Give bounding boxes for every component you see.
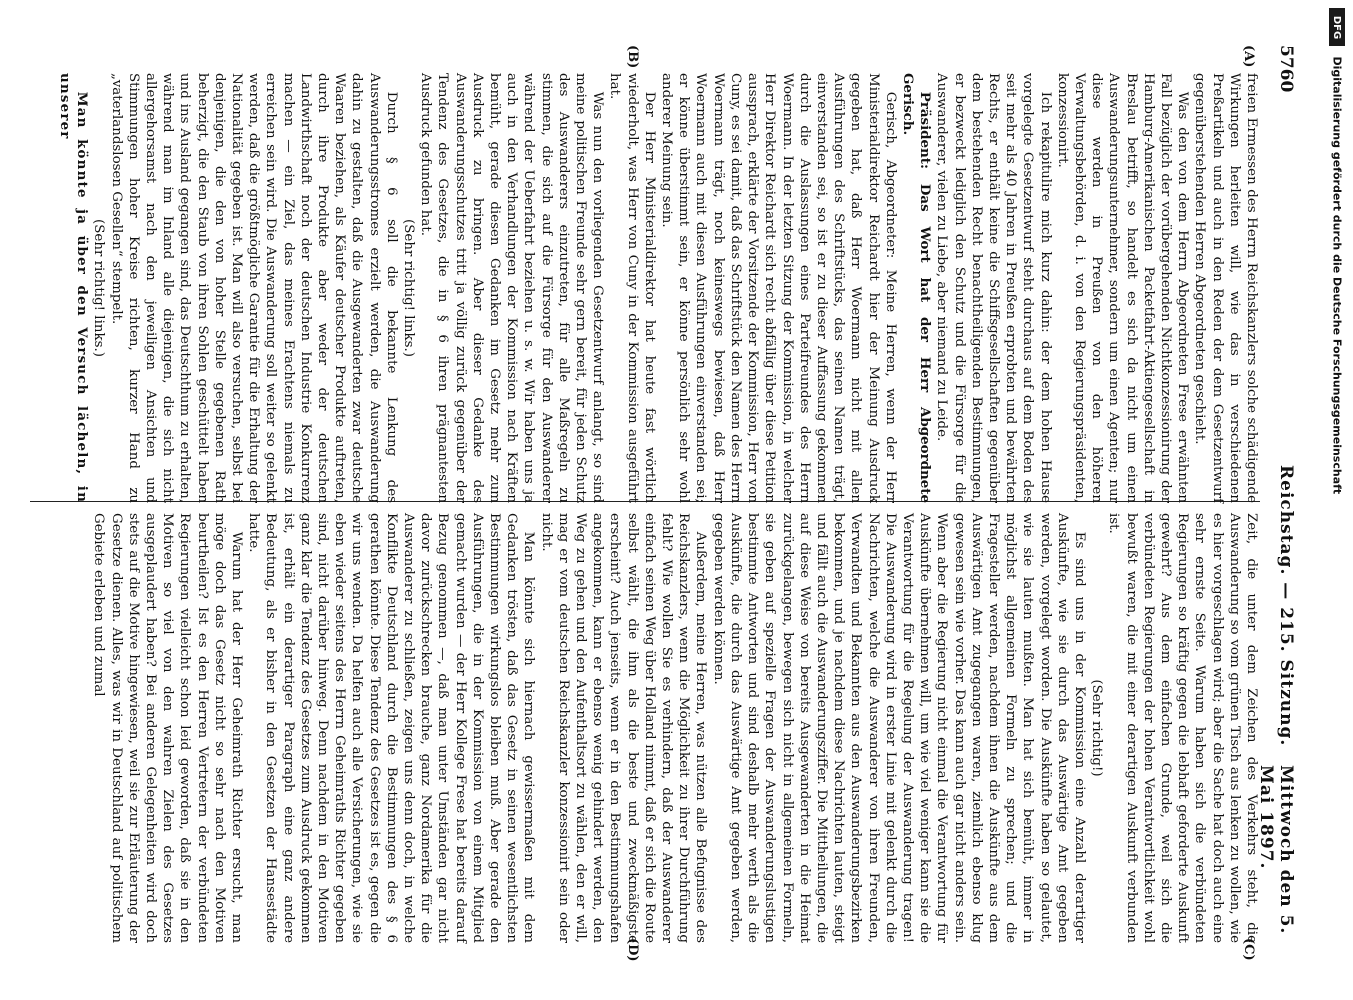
interjection: (Sehr richtig! links.)	[401, 219, 417, 357]
paragraph: Warum hat der Herr Geheimrath Richter ersucht, man möge doch das Gesetz nicht so sehr nach den Motiven beurtheilen? Ist es den Herren Vertretern der verbündeten Regierungen vielleicht schon leid geworden, daß sie in den Motiven so viel von den wahren Zielen des Gesetzes ausgeplaudert haben? Bei anderen Gelegenheiten wird doch stets auf die Motive hingewiesen, weil sie zur Erläuterung der Gesetze dienen. Alles, was wir in Deutschland auf politischem Gebiete erleben und zumal	[91, 513, 245, 943]
speaker-paragraph: Gerisch, Abgeordneter: Meine Herren, wenn der Herr Ministerialdirektor Reichardt hier der Meinung Ausdruck gegeben hat, daß Herr Woermann nicht mit allen Ausführungen des Schriftstücks, das seinen Namen trägt, einverstanden sei, so ist er zu dieser Auffassung gekommen durch die Auslassungen eines Parteifreundes des Herrn Woermann. In der letzten Sitzung der Kommission, in welcher Herr Direktor Reichardt sich recht abfällig über diese Petition aussprach, erklärte der Vorsitzende der Kommission, Herr von Cuny, es sei damit, daß das Schriftstück den Namen des Herrn Woermann trägt, noch keineswegs bewiesen, daß Herr Woermann auch mit diesen Ausführungen einverstanden sei; er könne überstimmt sein, er könne persönlich sehr wohl anderer Meinung sein.	[659, 73, 898, 503]
paragraph: Was nun den vorliegenden Gesetzentwurf anlangt, so sind meine politischen Freunde sehr gern bereit, für jeden Schutz des Auswanderers einzutreten, für alle Maßregeln zu stimmen, die sich auf die Fürsorge für den Auswanderer während der Ueberfahrt beziehen u. s. w. Wir haben uns ja auch in den Verhandlungen der Kommission nach Kräften bemüht, gerade diesen Gedanken im Gesetz mehr zum Ausdruck zu bringen. Aber dieser Gedanke des Auswanderungsschutzes tritt ja völlig zurück gegenüber der Tendenz des Gesetzes, die in § 6 ihren prägnantesten Ausdruck gefunden hat.	[418, 73, 606, 503]
paragraph: Man könnte ja über den Versuch lächeln, in unserer	[56, 73, 91, 503]
margin-mark-d: (D)	[625, 938, 640, 962]
paragraph: Was den von dem Herrn Abgeordneten Frese erwähnten Fall bezüglich der vorübergehenden Nichtkonzessionirung der Hamburg-Amerikanischen Packetfahrt-Aktiengesellschaft in Breslau betrifft, so handelt es sich da nicht um einen Auswanderungsunternehmer, sondern um einen Agenten; nur diese werden in Preußen von den höheren Verwaltungsbehörden, d. i. von den Regierungspräsidenten, konzessionirt.	[1054, 73, 1191, 503]
paragraph: Der Herr Ministerialdirektor hat heute fast wörtlich wiederholt, was Herr von Cuny in der Kommission ausgeführt hat.	[607, 73, 657, 503]
speaker-paragraph: Präsident: Das Wort hat der Herr Abgeordnete Gerisch.	[899, 73, 934, 503]
digitization-note: Digitalisierung gefördert durch die Deutsche Forschungsgemeinschaft	[1330, 56, 1344, 495]
paragraph: Man könnte sich hiernach gewissermaßen mit dem Gedanken trösten, daß das Gesetz in seinen wesentlichsten Bestimmungen wirkungslos bleiben muß. Aber gerade den Ausführungen, die in der Kommission von einem Mitglied gemacht wurden — der Herr Kollege Frese hat bereits darauf Bezug genommen —, daß man unter Umständen gar nicht davor zurückschrecken brauche, ganz Nordamerika für die Auswanderer zu schließen, zeigen uns denn doch, in welche Konflikte Deutschland durch die Bestimmungen des § 6 gerathen könnte. Diese Tendenz des Gesetzes ist es, gegen die wir uns wenden. Da helfen auch alle Versicherungen, wie sie eben wieder seitens des Herrn Geheimraths Richter gegeben sind, nicht darüber hinweg. Denn nachdem in den Motiven ganz klar die Tendenz des Gesetzes zum Ausdruck gekommen ist, erhält ein derartiger Paragraph eine ganz andere Bedeutung, als er bisher in den Gesetzen der Hansestädte hatte.	[246, 513, 537, 943]
page-header	[1256, 45, 1300, 965]
paragraph: Durch § 6 soll die bekannte Lenkung des Auswanderungsstromes erzielt werden, die Auswanderung dahin zu gestalten, daß die Ausgewanderten zwar deutsche Waaren beziehen, als Käufer deutscher Produkte auftreten, durch ihre Produkte aber weder der deutschen Landwirthschaft noch der deutschen Industrie Konkurrenz machen — ein Ziel, das meines Erachtens niemals zu erreichen sein wird. Die Auswanderung soll weiter so gelenkt werden, daß die größtmögliche Garantie für die Erhaltung der Nationalität gegeben ist. Man will also versuchen, selbst bei denjenigen, die den von hoher Stelle gegebenen Rath beherzigt, die den Staub von ihren Sohlen geschüttelt haben und ins Ausland gegangen sind, das Deutschthum zu erhalten, während man im Inland alle diejenigen, die sich nicht allergehorsamst nach den jeweiligen Ansichten und Stimmungen hoher Kreise richten, kurzer Hand zu „vaterlandslosen Gesellen“ stempelt.	[108, 73, 399, 503]
margin-mark-c: (C)	[1241, 938, 1256, 961]
header-right-title: Mittwoch den 5. Mai 1897.	[1256, 765, 1296, 935]
digitization-strip	[1329, 0, 1347, 1000]
interjection: (Sehr richtig! links.)	[91, 219, 107, 357]
margin-mark-b: (B)	[625, 45, 640, 69]
paragraph: Ich rekapitulire mich kurz dahin: der dem hohen Hause vorgelegte Gesetzentwurf steht durchaus auf dem Boden des seit mehr als 40 Jahren in Preußen erprobten und bewährten Rechts, er enthält keine die Schiffsgesellschaften gegenüber dem bestehenden Recht benachtheiligenden Bestimmungen, er bezweckt lediglich den Schutz und die Fürsorge für die Auswanderer, vielen zu Liebe, aber niemand zu Leide.	[934, 73, 1053, 503]
header-left-title: Reichstag. — 215. Sitzung.	[1276, 465, 1296, 747]
left-column	[56, 73, 1260, 503]
dfg-logo: DFG	[1329, 8, 1345, 46]
page-number: 5760	[1276, 45, 1296, 93]
right-column	[90, 513, 1260, 943]
paragraph: Zeit, die unter dem Zeichen des Verkehrs steht, die Auswanderung so vom grünen Tisch aus lenken zu wollen, wie es hier vorgeschlagen wird; aber die Sache hat doch auch eine sehr ernste Seite. Warum haben sich die verbündeten Regierungen so kräftig gegen die lebhaft geforderte Auskunft gewehrt? Aus dem einfachen Grunde, weil sich die verbündeten Regierungen der hohen Verantwortlichkeit wohl bewußt waren, die mit einer derartigen Auskunft verbunden ist.	[1106, 513, 1259, 943]
margin-mark-a: (A)	[1241, 45, 1256, 68]
paragraph: Außerdem, meine Herren, was nützen alle Befugnisse des Reichskanzlers, wenn die Möglichkeit zu ihrer Durchführung fehlt? Wie wollen Sie es verhindern, daß der Auswanderer einfach seinen Weg über Holland nimmt, daß er sich die Route selbst wählt, die ihm als die beste und zweckmäßigste erscheint? Auch jenseits, wenn er in den Bestimmungshafen angekommen, kann er ebenso wenig gehindert werden, den Weg zu gehen und den Aufenthaltsort zu wählen, den er will, mag er vom deutschen Reichskanzler konzessionirt sein oder nicht.	[538, 513, 709, 943]
rotated-document-page	[10, 45, 1300, 965]
paragraph: Es sind uns in der Kommission eine Anzahl derartiger Auskünfte, wie sie durch das Auswärtige Amt gegeben werden, vorgelegt worden. Die Auskünfte haben so gelautet, wie sie lauten mußten. Man hat sich bemüht, immer in möglichst allgemeinen Formeln zu sprechen; und die Fragesteller werden, nachdem ihnen die Auskünfte aus dem Auswärtigen Amt zugegangen waren, ziemlich ebenso klug gewesen sein wie vorher. Das kann auch gar nicht anders sein. Wenn aber die Regierung nicht einmal die Verantwortung für Auskünfte übernehmen will, um wie viel weniger kann sie die Verantwortung für die Regelung der Auswanderung tragen! Die Auswanderung wird in erster Linie mit gelenkt durch die Nachrichten, welche die Auswanderer von ihren Freunden, Verwandten und Bekannten aus den Auswanderungsbezirken bekommen, und je nachdem diese Nachrichten lauten, steigt und fällt auch die Auswanderungsziffer. Die Mittheilungen, die auf diese Weise von bereits Ausgewanderten in die Heimat zurückgelangen, bewegen sich nicht in allgemeinen Formeln, sie geben auf spezielle Fragen der Auswanderungslustigen bestimmte Antworten und sind deshalb mehr werth als die Auskünfte, die durch das Auswärtige Amt gegeben werden, gegeben werden können.	[710, 513, 1087, 943]
interjection: (Sehr richtig!)	[1089, 679, 1105, 777]
paragraph: freien Ermessen des Herrn Reichskanzlers solche schädigende Wirkungen herleiten will, wie das in verschiedenen Preßartikeln und auch in den Reden der dem Gesetzentwurf gegenüberstehenden Herren Abgeordneten geschieht.	[1192, 73, 1259, 503]
